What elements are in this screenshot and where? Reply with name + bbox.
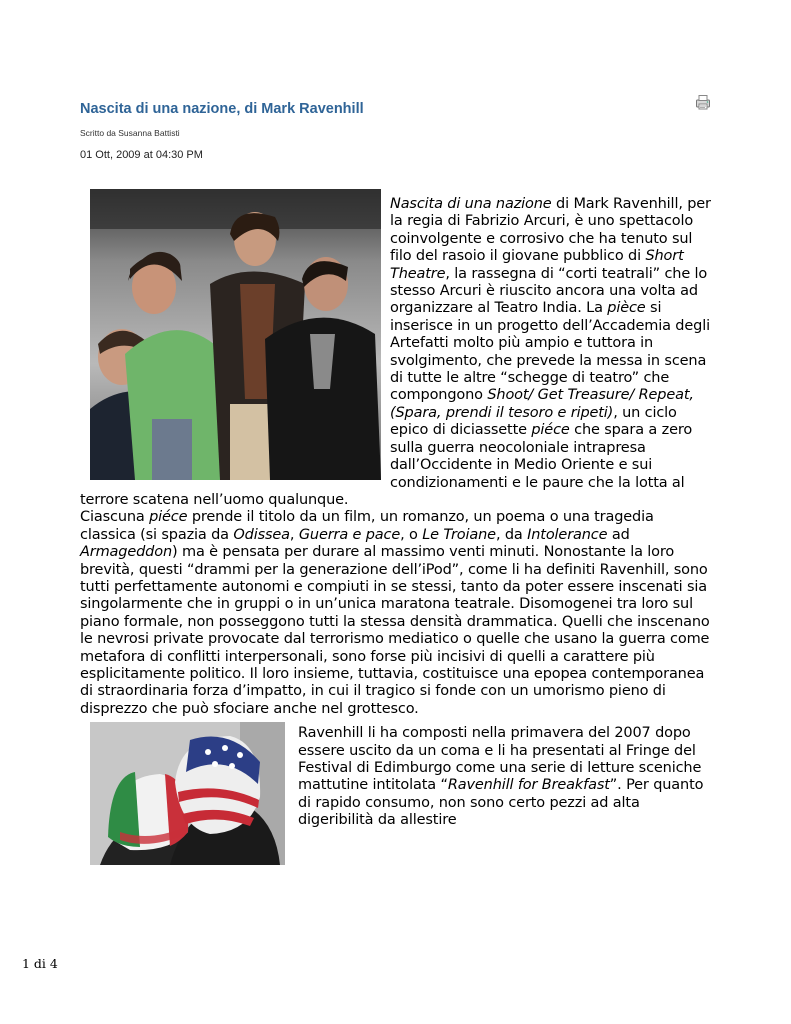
italic-text: Nascita di una nazione: [390, 196, 552, 212]
text-run: Ravenhill li ha composti nella primavera del 2007 dopo essere uscito da un coma e li ha presentati al Fringe del Festival di Edimburgo come una serie di letture sceniche mattutine intitolata “: [298, 725, 702, 794]
italic-text: piéce: [149, 509, 188, 526]
text-run: , la rassegna di “corti teatrali” che lo stesso Arcuri è riuscito ancora una volta ad organizzare al Teatro India. La: [390, 265, 708, 317]
article-body: [80, 196, 712, 869]
page-counter: 1 di 4: [22, 956, 58, 971]
italic-text: Odissea: [233, 526, 290, 543]
text-run: , un ciclo epico di diciassette: [390, 404, 677, 439]
italic-text: pièce: [607, 300, 646, 317]
text-run: che spara a zero sulla guerra neocoloniale intrapresa dall’Occidente in Medio Oriente e sui condizionamenti e le paure che la lotta al terrore scatena nell’uomo qualunque.: [80, 422, 693, 508]
text-run: ) ma è pensata per durare al massimo venti minuti. Nonostante la loro brevità, questi “drammi per la generazione dell’iPod”, come li ha definiti Ravenhill, sono tutti perfettamente autonomi e compiuti in se stessi, tanto da poter essere inscenati sia singolarmente che in gruppi o in un’unica maratona teatrale. Disomogenei tra loro sul piano formale, non posseggono tutti la stessa densità drammatica. Quelli che inscenano le nevrosi private provocate dal terrorismo mediatico o quelle che usano la guerra come metafora di conflitti interpersonali, sono forse più incisivi di quelli a carattere più esplicitamente politico. Il loro insieme, tuttavia, costituisce una epopea contemporanea di straordinaria forza d’impatto, in cui il tragico si fonde con un umorismo pieno di disprezzo che può sfociare anche nel grottesco.: [80, 544, 710, 717]
italic-text: Short Theatre: [390, 248, 684, 282]
text-run: ,: [289, 526, 299, 543]
text-run: ”. Per quanto di rapido consumo, non sono certo pezzi ad alta digeribilità da allestire: [298, 777, 704, 829]
article-title-link[interactable]: Nascita di una nazione, di Mark Ravenhill: [80, 101, 364, 117]
italic-text: Armageddon: [80, 544, 172, 561]
cast-photo: [90, 189, 381, 480]
italic-text: Guerra e pace: [298, 526, 401, 543]
text-run: , o: [400, 526, 423, 543]
text-run: ad: [607, 526, 630, 543]
paragraph-2: [80, 509, 712, 718]
text-run: di Mark Ravenhill, per la regia di Fabrizio Arcuri, è uno spettacolo coinvolgente e corrosivo che ha tenuto sul filo del rasoio il giovane pubblico di: [390, 196, 711, 265]
text-run: si inserisce in un progetto dell’Accademia degli Artefatti molto più ampio e tuttora in svolgimento, che prevede la messa in scena di tutte le altre “schegge di teatro” che compongono: [390, 300, 710, 404]
flag-hoods-photo: [90, 722, 285, 865]
text-run: , da: [495, 526, 528, 543]
publish-date: 01 Ott, 2009 at 04:30 PM: [80, 149, 203, 161]
italic-text: Intolerance: [527, 526, 608, 543]
italic-text: Ravenhill for Breakfast: [447, 777, 610, 794]
author-line: Scritto da Susanna Battisti: [80, 128, 180, 138]
text-run: Ciascuna: [80, 509, 150, 526]
italic-text: piéce: [531, 422, 570, 439]
italic-text: Shoot/ Get Treasure/ Repeat, (Spara, prendi il tesoro e ripeti): [390, 387, 694, 421]
italic-text: Le Troiane: [422, 526, 496, 543]
print-icon[interactable]: [695, 94, 711, 110]
text-run: prende il titolo da un film, un romanzo, un poema o una tragedia classica (si spazia da: [80, 509, 654, 543]
